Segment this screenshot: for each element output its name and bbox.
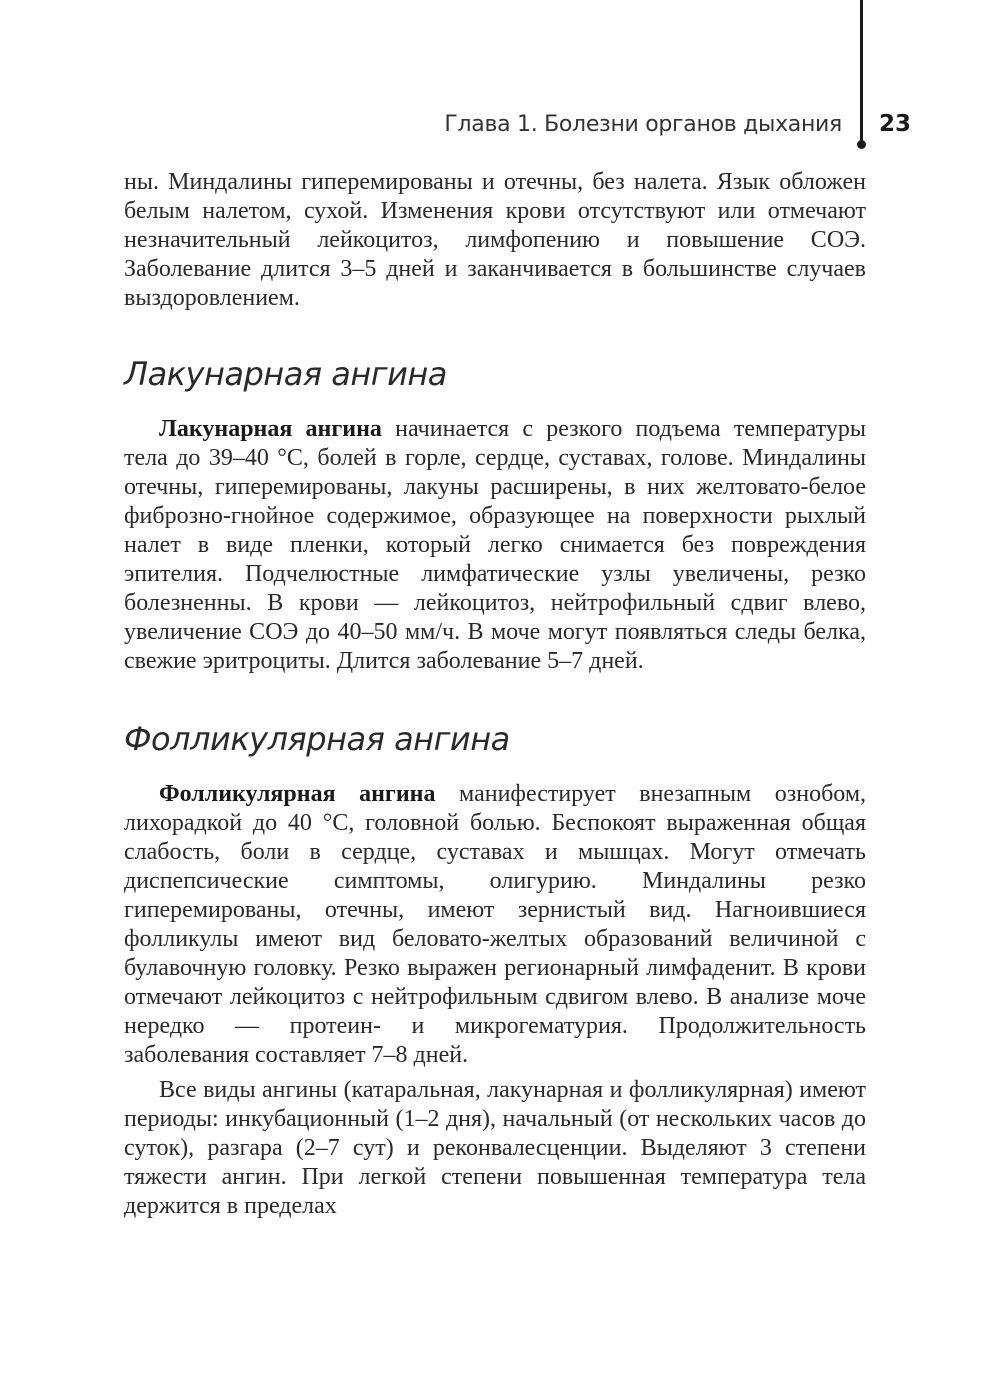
paragraph-follicular (124, 780, 866, 1070)
term-follicular: Фолликулярная ангина (159, 781, 436, 807)
header-vertical-rule (860, 0, 863, 145)
page-body (124, 168, 866, 1221)
term-lacunar: Лакунарная ангина (159, 416, 382, 442)
paragraph-follicular-text: манифестирует внезапным ознобом, лихорадкой до 40 °С, головной болью. Беспокоят выраженная общая слабость, боли в сердце, суставах и мышцах. Могут отмечать диспепсические симптомы, олигурию. Миндалины резко гиперемированы, отечны, имеют зернистый вид. Нагноившиеся фолликулы имеют вид беловато-желтых образований величиной с булавочную головку. Резко выражен регионарный лимфаденит. В крови отмечают лейкоцитоз с нейтрофильным сдвигом влево. В анализе моче нередко — протеин- и микрогематурия. Продолжительность заболевания составляет 7–8 дней. (124, 781, 867, 1068)
paragraph-lacunar-text: начинается с резкого подъема температуры тела до 39–40 °С, болей в горле, сердце, суставах, голове. Миндалины отечны, гиперемированы, лакуны расширены, в них желтовато-белое фиброзно-гнойное содержимое, образующее на поверхности рыхлый налет в виде пленки, который легко снимается без повреждения эпителия. Подчелюстные лимфатические узлы увеличены, резко болезненны. В крови — лейкоцитоз, нейтрофильный сдвиг влево, увеличение СОЭ до 40–50 мм/ч. В моче могут появляться следы белка, свежие эритроциты. Длится заболевание 5–7 дней. (124, 416, 866, 674)
header-rule-dot (857, 140, 866, 149)
running-head: Глава 1. Болезни органов дыхания (444, 112, 842, 137)
paragraph-lacunar (124, 415, 866, 676)
section-heading-follicular: Фолликулярная ангина (124, 720, 510, 758)
paragraph-angina-periods: Все виды ангины (катаральная, лакунарная и фолликулярная) имеют периоды: инкубационный (1–2 дня), начальный (от нескольких часов до суток), разгара (2–7 сут) и реконвалесценции. Выделяют 3 степени тяжести ангин. При легкой степени повышенная температура тела держится в пределах (124, 1077, 866, 1219)
section-heading-lacunar: Лакунарная ангина (124, 355, 447, 393)
page-number: 23 (879, 111, 912, 137)
paragraph-continuation: ны. Миндалины гиперемированы и отечны, без налета. Язык обложен белым налетом, сухой. Изменения крови отсутствуют или отмечают незначительный лейкоцитоз, лимфопению и повышение СОЭ. Заболевание длится 3–5 дней и заканчивается в большинстве случаев выздоровлением. (124, 169, 866, 311)
